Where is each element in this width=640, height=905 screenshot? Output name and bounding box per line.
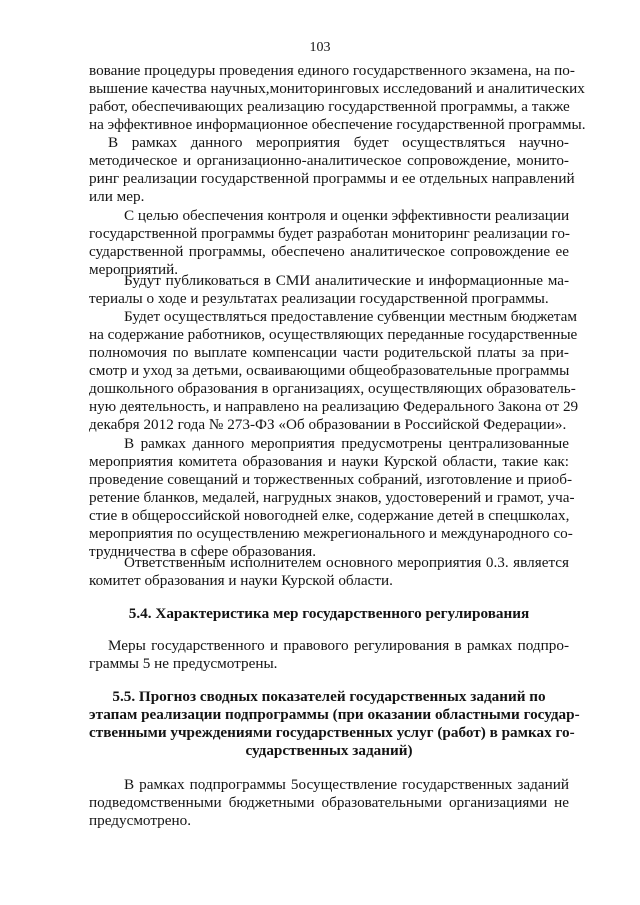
text-line: на содержание работников, осуществляющих переданные государственные — [89, 326, 578, 343]
section-heading: 5.5. Прогноз сводных показателей государственных заданий по — [112, 688, 546, 705]
text-line: на эффективное информационное обеспечение государственной программы. — [89, 116, 586, 133]
text-line: проведение совещаний и торжественных собраний, изготовление и приоб- — [89, 471, 572, 488]
text-line: или мер. — [89, 188, 145, 205]
text-line: Меры государственного и правового регулирования в рамках подпро- — [108, 637, 569, 654]
section-heading: этапам реализации подпрограммы (при оказании областными государ- — [89, 706, 580, 723]
text-line: декабря 2012 года № 273-ФЗ «Об образовании в Российской Федерации». — [89, 416, 567, 433]
text-line: В рамках данного мероприятия предусмотрены централизованные — [124, 435, 569, 452]
text-line: В рамках данного мероприятия будет осуществляться научно- — [108, 134, 569, 151]
text-line: комитет образования и науки Курской области. — [89, 572, 393, 589]
text-line: работ, обеспечивающих реализацию государственной программы, а также — [89, 98, 570, 115]
text-line: стие в общероссийской новогодней елке, содержание детей в спецшколах, — [89, 507, 570, 524]
text-line: вышение качества научных,мониторинговых исследований и аналитических — [89, 80, 585, 97]
text-line: мероприятия комитета образования и науки Курской области, такие как: — [89, 453, 569, 470]
text-line: полномочия по выплате компенсации части родительской платы за при- — [89, 344, 569, 361]
page-number: 103 — [309, 40, 331, 55]
text-line: мероприятий. — [89, 261, 179, 278]
section-heading: сударственных заданий) — [245, 742, 413, 759]
text-line: ретение бланков, медалей, нагрудных знаков, удостоверений и грамот, уча- — [89, 489, 575, 506]
text-line: трудничества в сфере образования. — [89, 543, 316, 560]
text-line: ринг реализации государственной программы и ее отдельных направлений — [89, 170, 575, 187]
text-line: граммы 5 не предусмотрены. — [89, 655, 278, 672]
text-line: предусмотрено. — [89, 812, 192, 829]
text-line: Будет осуществляться предоставление субвенции местным бюджетам — [124, 308, 578, 325]
text-line: мероприятия по осуществлению межрегионального и международного со- — [89, 525, 573, 542]
text-line: вование процедуры проведения единого государственного экзамена, на по- — [89, 62, 575, 79]
section-heading: ственными учреждениями государственных услуг (работ) в рамках го- — [89, 724, 575, 741]
text-line: Будут публиковаться в СМИ аналитические и информационные ма- — [124, 272, 569, 289]
text-line: дошкольного образования в организациях, осуществляющих образователь- — [89, 380, 576, 397]
text-line: подведомственными бюджетными образовательными организациями не — [89, 794, 569, 811]
text-line: териалы о ходе и результатах реализации государственной программы. — [89, 290, 549, 307]
text-line: Ответственным исполнителем основного мероприятия 0.3. является — [124, 554, 569, 571]
text-line: ную деятельность, и направлено на реализацию Федерального Закона от 29 — [89, 398, 579, 415]
text-line: сударственной программы, обеспечено аналитическое сопровождение ее — [89, 243, 569, 260]
section-heading: 5.4. Характеристика мер государственного регулирования — [128, 605, 530, 622]
text-line: методическое и организационно-аналитическое сопровождение, монито- — [89, 152, 569, 169]
text-line: С целью обеспечения контроля и оценки эффективности реализации — [124, 207, 570, 224]
text-line: государственной программы будет разработан мониторинг реализации го- — [89, 225, 570, 242]
text-line: В рамках подпрограммы 5осуществление государственных заданий — [124, 776, 569, 793]
text-line: смотр и уход за детьми, осваивающими общеобразовательные программы — [89, 362, 570, 379]
